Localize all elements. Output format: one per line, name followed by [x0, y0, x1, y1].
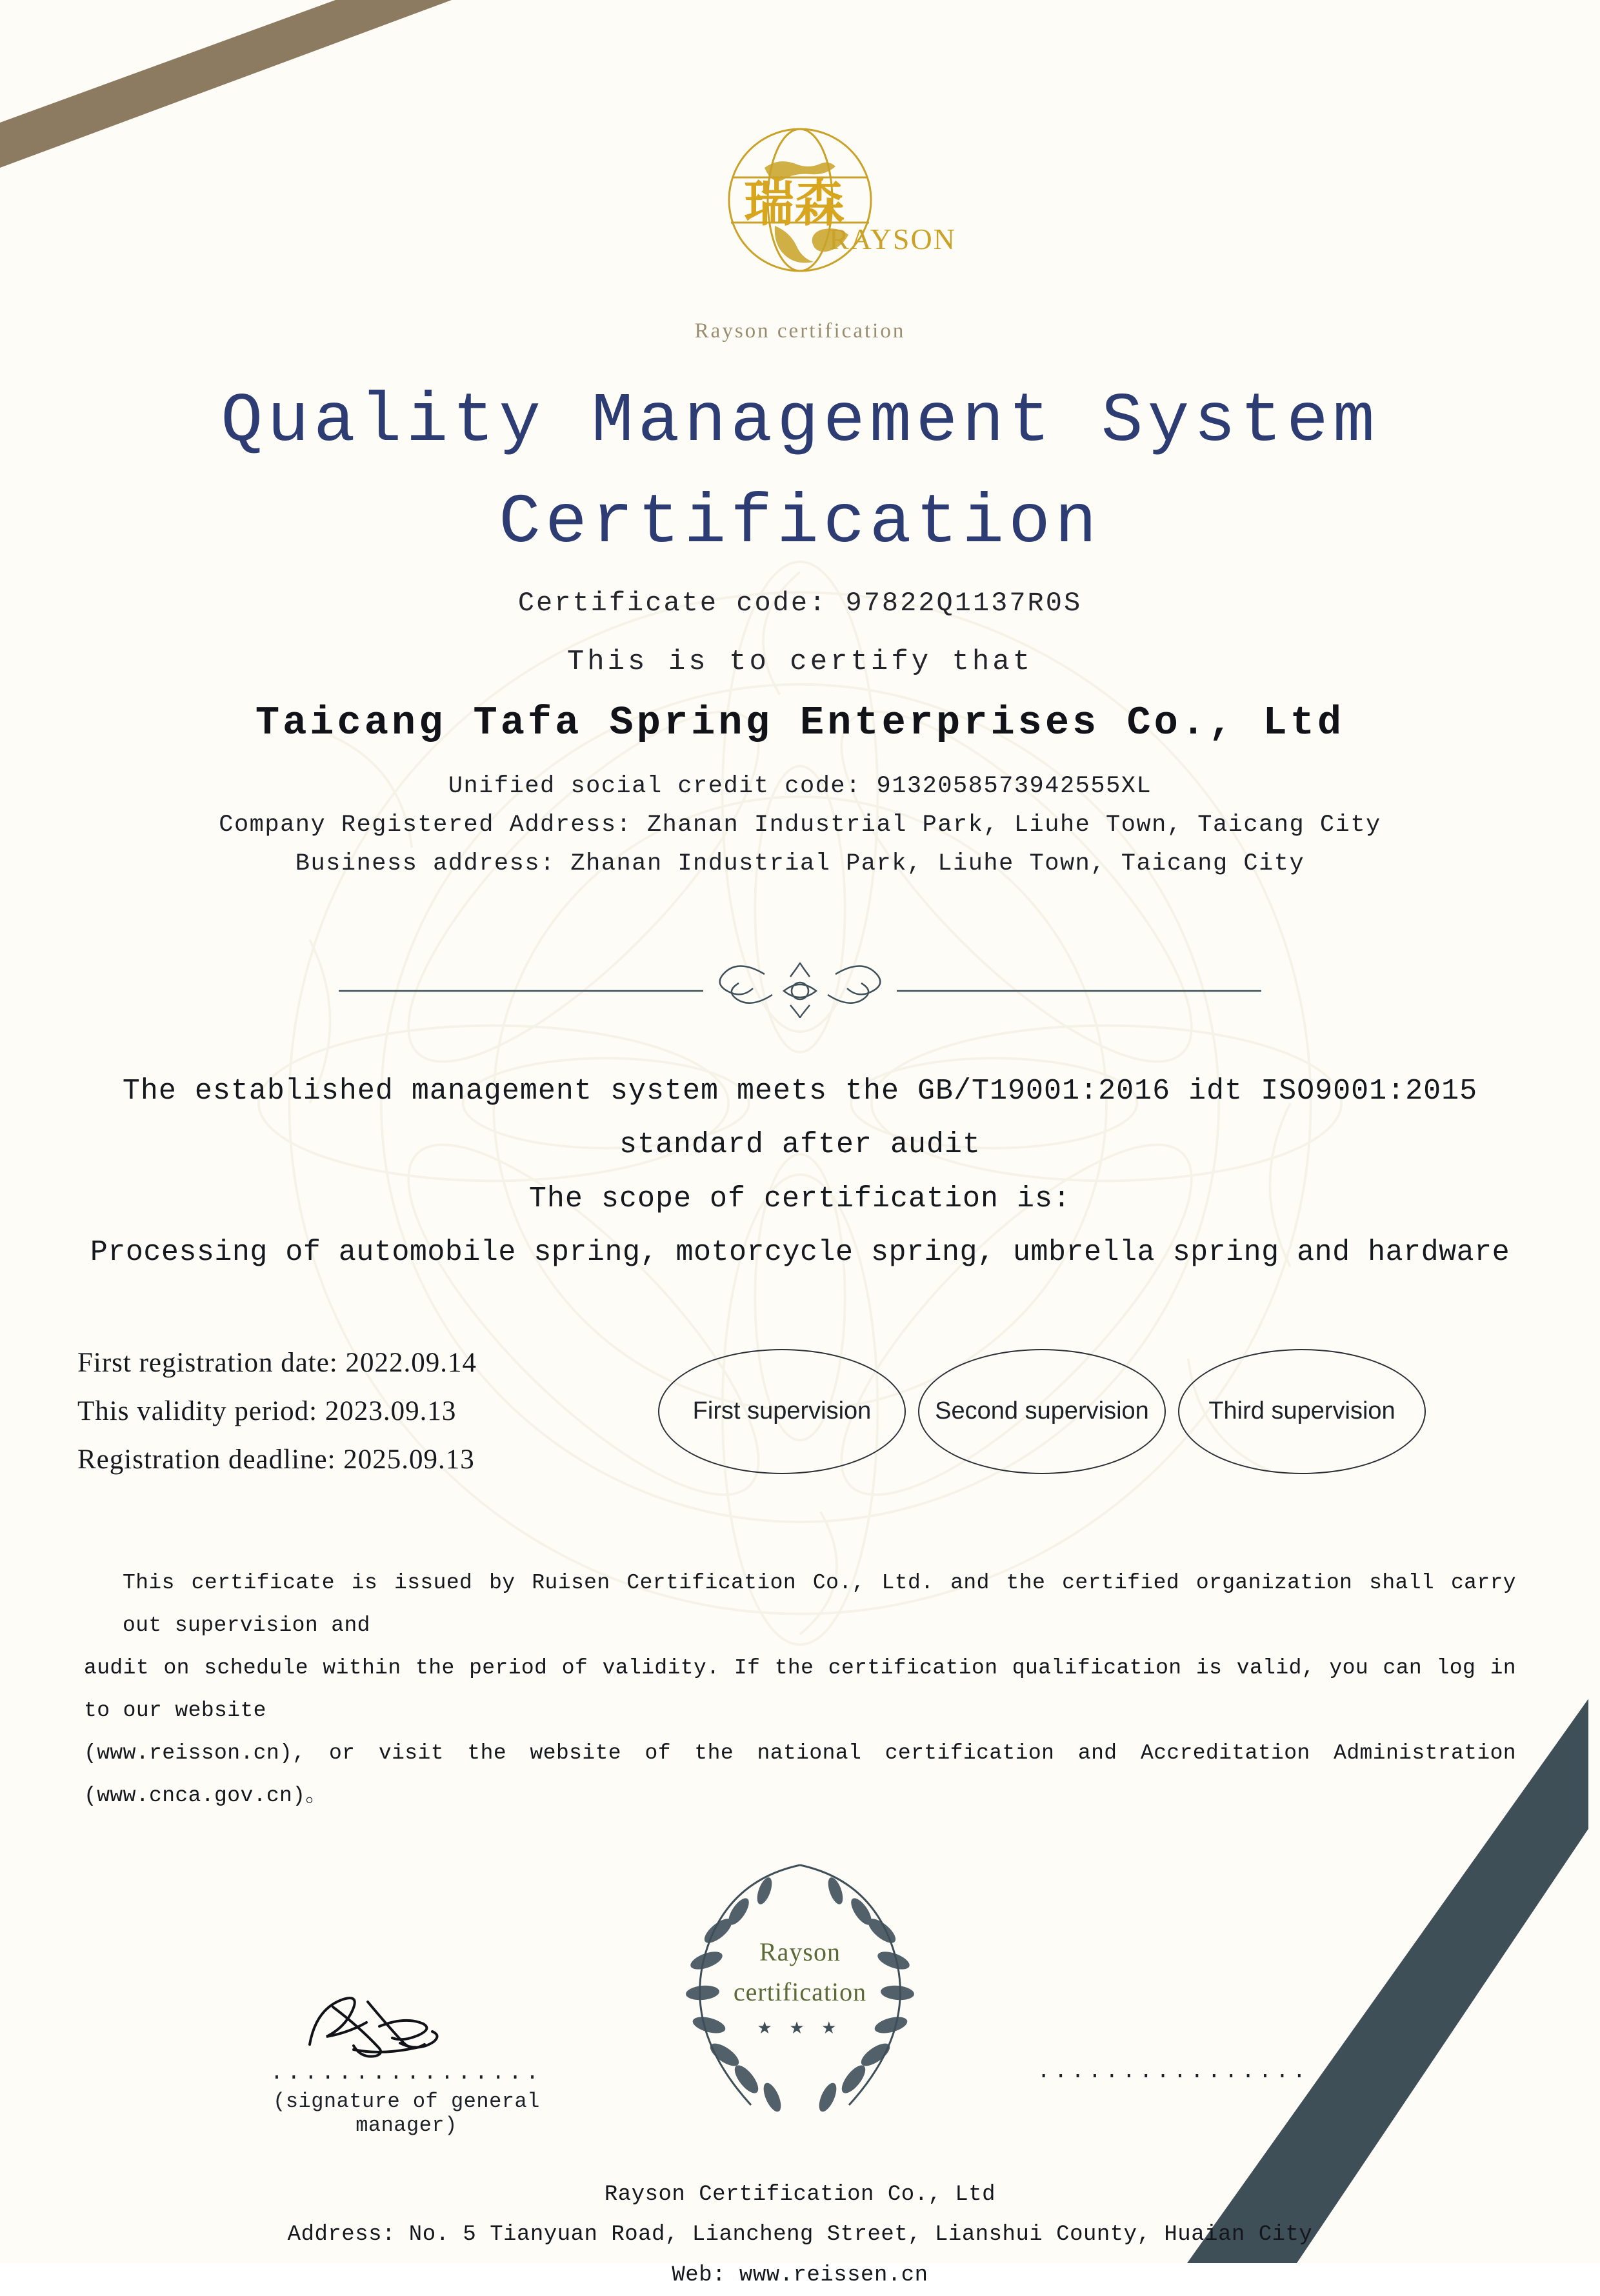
standard-line-1: The established management system meets the GB/T19001:2016 idt ISO9001:2015 — [77, 1064, 1523, 1118]
footer-address: Address: No. 5 Tianyuan Road, Liancheng Street, Lianshui County, Huaian City — [77, 2215, 1523, 2255]
handwritten-signature-icon — [271, 1988, 542, 2065]
supervision-oval-third: Third supervision — [1178, 1349, 1426, 1474]
rayson-logo — [648, 116, 952, 310]
logo-caption: Rayson certification — [77, 319, 1523, 343]
standard-line-2: standard after audit — [77, 1118, 1523, 1172]
seal-text-line-2: certification — [648, 1972, 952, 2012]
registered-address: Company Registered Address: Zhanan Industrial Park, Liuhe Town, Taicang City — [77, 806, 1523, 845]
globe-icon — [648, 116, 952, 310]
seal-text — [648, 1932, 952, 2012]
brand-logo-block — [77, 0, 1523, 343]
registration-deadline: Registration deadline: 2025.09.13 — [77, 1435, 658, 1484]
legal-line-3: (www.reisson.cn), or visit the website of the national certification and Accreditation Administration (www.cnca.gov.cn)。 — [84, 1732, 1516, 1817]
signature-block — [226, 1988, 587, 2137]
certify-statement: This is to certify that — [77, 646, 1523, 678]
footer-block — [77, 2175, 1523, 2296]
scope-text: Processing of automobile spring, motorcycle spring, umbrella spring and hardware — [77, 1236, 1523, 1269]
signature-dotted-line: ................ — [226, 2061, 587, 2086]
company-details — [77, 768, 1523, 884]
scope-label: The scope of certification is: — [77, 1172, 1523, 1226]
flourish-icon — [339, 955, 1261, 1026]
seal-stars: ★ ★ ★ — [648, 2019, 952, 2038]
certificate-code: Certificate code: 97822Q1137R0S — [77, 588, 1523, 619]
legal-line-1: This certificate is issued by Ruisen Certification Co., Ltd. and the certified organization shall carry out supervision and — [84, 1562, 1516, 1647]
business-address: Business address: Zhanan Industrial Park, Liuhe Town, Taicang City — [77, 845, 1523, 884]
seal-and-signature-row — [77, 1850, 1523, 2146]
date-block — [77, 1339, 658, 1484]
footer-web: Web: www.reissen.cn — [77, 2255, 1523, 2296]
legal-notice — [77, 1562, 1523, 1817]
credit-code: Unified social credit code: 9132058573942555XL — [77, 768, 1523, 806]
logo-chinese-text: 瑞森 — [744, 175, 845, 232]
ornament-divider — [339, 955, 1261, 1026]
supervision-stamp-areas — [658, 1349, 1523, 1474]
validity-period: This validity period: 2023.09.13 — [77, 1387, 658, 1435]
secondary-dotted-line: ................ — [1037, 2060, 1310, 2084]
official-seal — [648, 1850, 952, 2127]
page-title — [77, 372, 1523, 574]
seal-text-line-1: Rayson — [648, 1932, 952, 1972]
legal-line-2: audit on schedule within the period of validity. If the certification qualification is valid, you can log in to our website — [84, 1647, 1516, 1732]
standard-statement — [77, 1064, 1523, 1226]
supervision-oval-second: Second supervision — [918, 1349, 1166, 1474]
logo-english-text: RAYSON — [829, 223, 956, 255]
page-title-line-2: Certification — [77, 473, 1523, 574]
dates-and-supervision-row — [77, 1339, 1523, 1484]
first-registration-date: First registration date: 2022.09.14 — [77, 1339, 658, 1387]
company-name: Taicang Tafa Spring Enterprises Co., Ltd — [77, 700, 1523, 746]
signature-caption: (signature of general manager) — [226, 2090, 587, 2137]
supervision-oval-first: First supervision — [658, 1349, 906, 1474]
footer-company: Rayson Certification Co., Ltd — [77, 2175, 1523, 2215]
page-title-line-1: Quality Management System — [77, 372, 1523, 473]
